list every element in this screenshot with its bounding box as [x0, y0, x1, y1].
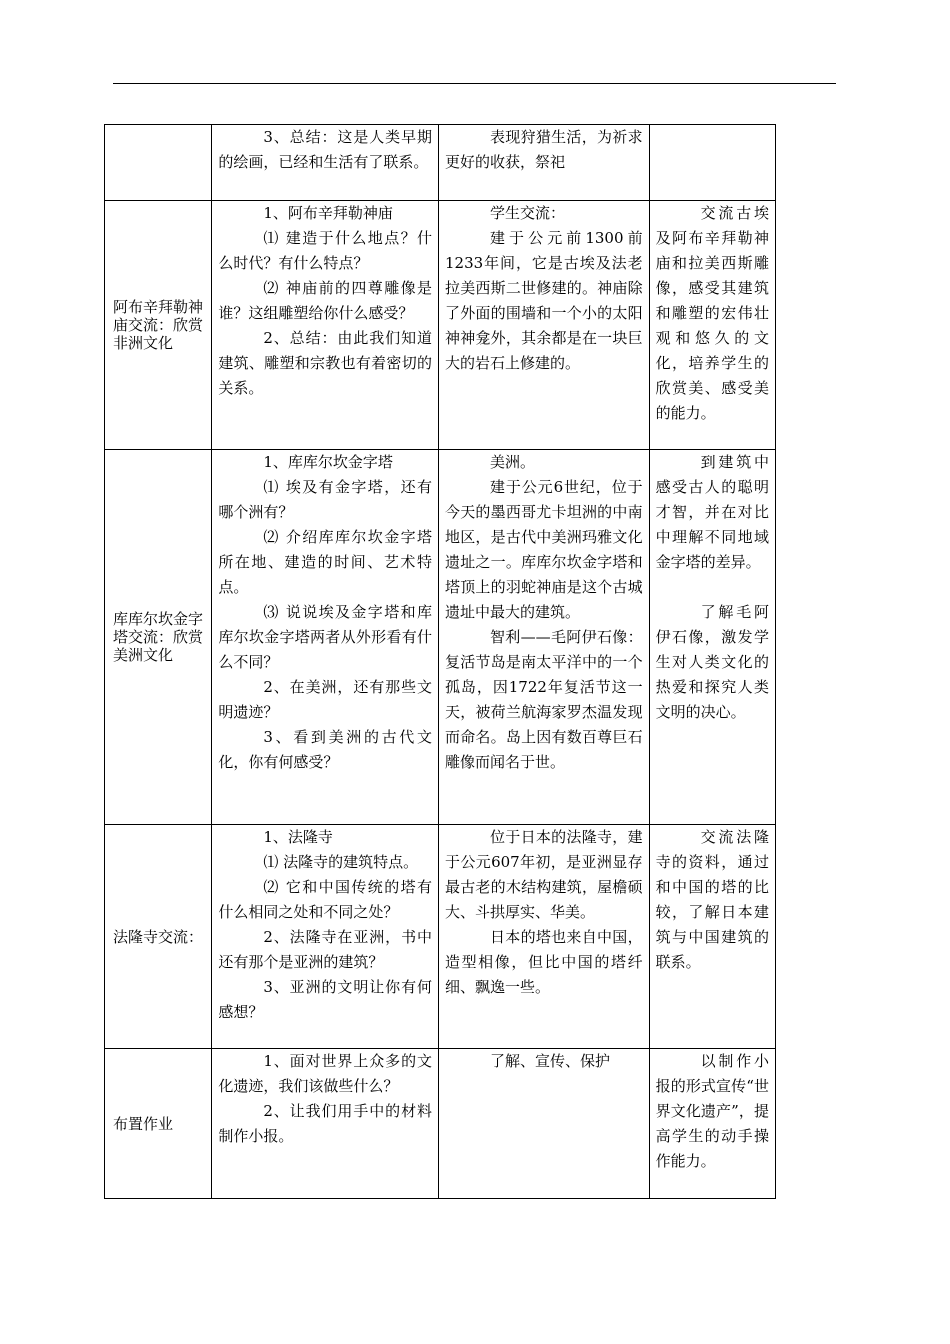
table-row [105, 825, 776, 1049]
activity-text: 2、在美洲，还有那些文明遗迹？ [218, 678, 432, 721]
student-text: 表现狩猎生活，为祈求更好的收获，祭祀 [444, 128, 643, 171]
intent-text: 交流法隆寺的资料，通过和中国的塔的比较，了解日本建筑与中国建筑的联系。 [655, 828, 769, 971]
activity-text: 2、让我们用手中的材料制作小报。 [218, 1102, 432, 1145]
intent-text: 了解毛阿伊石像，激发学生对人类文化的热爱和探究人类文明的决心。 [655, 603, 769, 721]
intent-cell [649, 450, 775, 825]
table-row [105, 201, 776, 450]
student-cell [438, 450, 649, 825]
student-text: 建于公元前1300前1233年间，它是古埃及法老拉美西斯二世修建的。神庙除了外面的围墙和一个小的太阳神神龛外，其余都是在一块巨大的岩石上修建的。 [444, 229, 643, 372]
section-label: 布置作业 [113, 1114, 174, 1133]
section-cell [105, 201, 212, 450]
activity-cell [212, 125, 439, 201]
student-cell [438, 201, 649, 450]
activity-text: 1、法隆寺 [263, 828, 333, 846]
activity-text: 1、面对世界上众多的文化遗迹，我们该做些什么？ [218, 1052, 432, 1095]
student-text: 美洲。 [489, 453, 535, 471]
intent-cell [649, 125, 775, 201]
section-cell [105, 125, 212, 201]
section-cell [105, 450, 212, 825]
student-text: 位于日本的法隆寺，建于公元607年初，是亚洲显存最古老的木结构建筑，屋檐硕大、斗拱厚实、华美。 [444, 828, 643, 921]
activity-text: ⑵ 神庙前的四尊雕像是谁？这组雕塑给你什么感受？ [218, 279, 432, 322]
student-text: 日本的塔也来自中国，造型相像，但比中国的塔纤细、飘逸一些。 [444, 928, 643, 996]
student-text: 学生交流： [489, 204, 565, 222]
student-text: 建于公元6世纪，位于今天的墨西哥尤卡坦洲的中南地区，是古代中美洲玛雅文化遗址之一。库库尔坎金字塔和塔顶上的羽蛇神庙是这个古城遗址中最大的建筑。 [444, 478, 643, 621]
activity-cell [212, 450, 439, 825]
activity-text: 2、总结：由此我们知道建筑、雕塑和宗教也有着密切的关系。 [218, 329, 432, 397]
intent-spacer [656, 575, 769, 600]
intent-cell [649, 201, 775, 450]
section-label: 阿布辛拜勒神庙交流：欣赏非洲文化 [113, 298, 204, 352]
activity-cell [212, 825, 439, 1049]
section-label: 库库尔坎金字塔交流：欣赏美洲文化 [113, 610, 204, 664]
student-cell [438, 125, 649, 201]
activity-text: ⑴ 法隆寺的建筑特点。 [263, 853, 419, 871]
table-row [105, 1049, 776, 1199]
student-cell [438, 825, 649, 1049]
header-rule [113, 83, 836, 84]
lesson-plan-table [104, 124, 776, 1199]
intent-text: 到建筑中感受古人的聪明才智，并在对比中理解不同地域金字塔的差异。 [655, 453, 769, 571]
activity-text: ⑵ 介绍库库尔坎金字塔所在地、建造的时间、艺术特点。 [218, 528, 432, 596]
activity-text: ⑶ 说说埃及金字塔和库库尔坎金字塔两者从外形看有什么不同？ [218, 603, 432, 671]
table-row [105, 125, 776, 201]
intent-text: 以制作小报的形式宣传“世界文化遗产”，提高学生的动手操作能力。 [655, 1052, 769, 1170]
section-cell [105, 825, 212, 1049]
activity-text: 1、阿布辛拜勒神庙 [263, 204, 393, 222]
intent-text: 交流古埃及阿布辛拜勒神庙和拉美西斯雕像，感受其建筑和雕塑的宏伟壮观和悠久的文化，培养学生的欣赏美、感受美的能力。 [655, 204, 769, 422]
activity-text: 1、库库尔坎金字塔 [263, 453, 393, 471]
activity-text: 3、亚洲的文明让你有何感想？ [218, 978, 432, 1021]
intent-cell [649, 1049, 775, 1199]
table-row [105, 450, 776, 825]
student-cell [438, 1049, 649, 1199]
activity-text: ⑴ 建造于什么地点？什么时代？有什么特点？ [218, 229, 432, 272]
intent-cell [649, 825, 775, 1049]
activity-text: ⑴ 埃及有金字塔，还有哪个洲有？ [218, 478, 432, 521]
activity-text: 3、总结：这是人类早期的绘画，已经和生活有了联系。 [218, 128, 432, 171]
activity-text: 3、看到美洲的古代文化，你有何感受？ [218, 728, 432, 771]
section-cell [105, 1049, 212, 1199]
activity-cell [212, 1049, 439, 1199]
activity-text: ⑵ 它和中国传统的塔有什么相同之处和不同之处？ [218, 878, 432, 921]
student-text: 智利——毛阿伊石像：复活节岛是南太平洋中的一个孤岛，因1722年复活节这一天，被荷兰航海家罗杰温发现而命名。岛上因有数百尊巨石雕像而闻名于世。 [444, 628, 643, 771]
activity-text: 2、法隆寺在亚洲，书中还有那个是亚洲的建筑？ [218, 928, 432, 971]
activity-cell [212, 201, 439, 450]
student-text: 了解、宣传、保护 [489, 1052, 610, 1070]
section-label: 法隆寺交流： [113, 927, 204, 946]
